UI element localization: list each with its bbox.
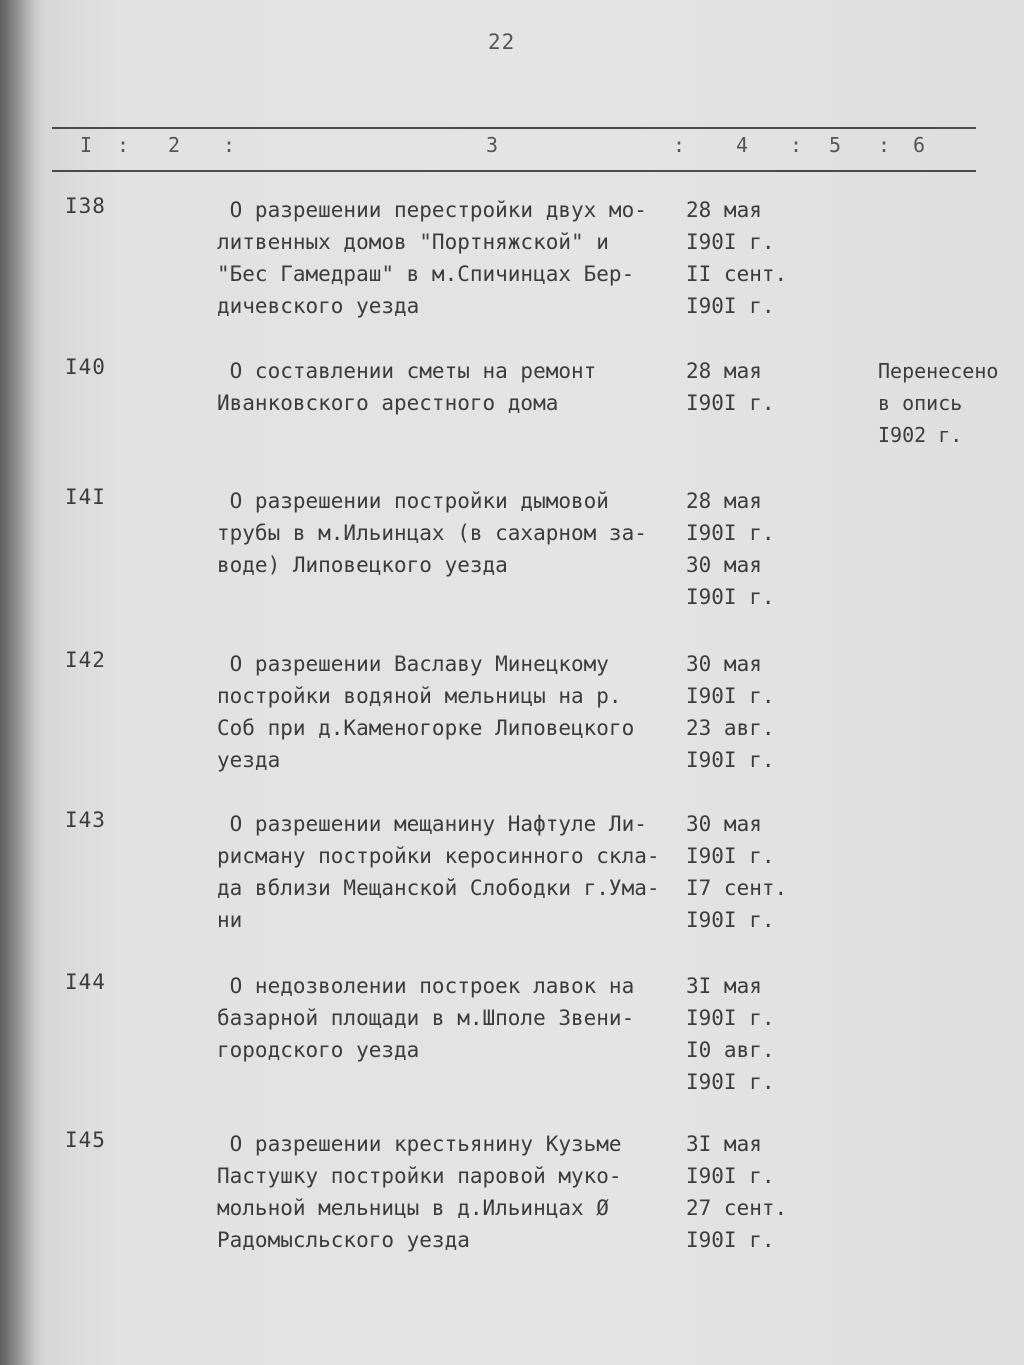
record-dates xyxy=(686,808,796,936)
title-line: О разрешении постройки дымовой xyxy=(217,489,609,513)
title-line: Иванковского арестного дома xyxy=(217,391,559,415)
record-dates xyxy=(686,194,796,322)
title-line: Соб при д.Каменогорке Липовецкого xyxy=(217,716,635,740)
date-line: I90I г. xyxy=(686,1006,775,1030)
title-line: воде) Липовецкого уезда xyxy=(217,553,508,577)
title-line: Радомысльского уезда xyxy=(217,1228,470,1252)
title-line: "Бес Гамедраш" в м.Спичинцах Бер- xyxy=(217,262,635,286)
title-line: городского уезда xyxy=(217,1038,420,1062)
record-title xyxy=(217,355,687,419)
date-line: I90I г. xyxy=(686,521,775,545)
record-dates xyxy=(686,648,796,776)
date-line: I90I г. xyxy=(686,748,775,772)
title-line: О составлении сметы на ремонт xyxy=(217,359,597,383)
title-line: О разрешении перестройки двух мо- xyxy=(217,198,647,222)
title-line: уезда xyxy=(217,748,281,772)
column-separator-4: : xyxy=(790,133,803,157)
title-line: литвенных домов "Портняжской" и xyxy=(217,230,609,254)
title-line: О разрешении Ваславу Минецкому xyxy=(217,652,609,676)
date-line: I0 авг. xyxy=(686,1038,775,1062)
date-line: 30 мая xyxy=(686,812,762,836)
column-header-4: 4 xyxy=(736,133,749,157)
note-line: I902 г. xyxy=(878,423,963,447)
title-line: ни xyxy=(217,908,243,932)
title-line: О разрешении крестьянину Кузьме xyxy=(217,1132,622,1156)
record-note xyxy=(878,355,1018,451)
record-title xyxy=(217,194,687,322)
column-header-3: 3 xyxy=(486,133,499,157)
date-line: I90I г. xyxy=(686,844,775,868)
column-separator-3: : xyxy=(673,133,686,157)
column-separator-2: : xyxy=(223,133,236,157)
date-line: 23 авг. xyxy=(686,716,775,740)
title-line: рисману постройки керосинного скла- xyxy=(217,844,660,868)
date-line: I90I г. xyxy=(686,1070,775,1094)
column-header-1: I xyxy=(80,133,93,157)
column-header-2: 2 xyxy=(168,133,181,157)
date-line: 3I мая xyxy=(686,974,762,998)
date-line: I90I г. xyxy=(686,1228,775,1252)
record-number: I4I xyxy=(65,485,106,509)
header-bottom-rule xyxy=(52,170,976,172)
page-number: 22 xyxy=(488,30,516,54)
date-line: I90I г. xyxy=(686,684,775,708)
record-number: I38 xyxy=(65,194,106,218)
record-number: I43 xyxy=(65,808,106,832)
date-line: I90I г. xyxy=(686,294,775,318)
binding-shadow xyxy=(0,0,36,1365)
record-title xyxy=(217,485,687,581)
record-dates xyxy=(686,970,796,1098)
date-line: 30 мая xyxy=(686,652,762,676)
date-line: 28 мая xyxy=(686,198,762,222)
title-line: дичевского уезда xyxy=(217,294,420,318)
date-line: 28 мая xyxy=(686,359,762,383)
title-line: да вблизи Мещанской Слободки г.Ума- xyxy=(217,876,660,900)
title-line: О недозволении построек лавок на xyxy=(217,974,635,998)
header-top-rule xyxy=(52,127,976,129)
record-title xyxy=(217,1128,687,1256)
date-line: II сент. xyxy=(686,262,788,286)
column-separator-5: : xyxy=(878,133,891,157)
record-dates xyxy=(686,355,796,419)
date-line: I90I г. xyxy=(686,1164,775,1188)
date-line: I90I г. xyxy=(686,391,775,415)
title-line: О разрешении мещанину Нафтуле Ли- xyxy=(217,812,647,836)
record-dates xyxy=(686,1128,796,1256)
title-line: мольной мельницы в д.Ильинцах Ø xyxy=(217,1196,609,1220)
column-header-6: 6 xyxy=(913,133,926,157)
date-line: 27 сент. xyxy=(686,1196,788,1220)
column-header-5: 5 xyxy=(829,133,842,157)
note-line: Перенесено xyxy=(878,359,999,383)
title-line: постройки водяной мельницы на р. xyxy=(217,684,622,708)
title-line: базарной площади в м.Шполе Звени- xyxy=(217,1006,635,1030)
title-line: Пастушку постройки паровой муко- xyxy=(217,1164,622,1188)
date-line: 30 мая xyxy=(686,553,762,577)
date-line: 3I мая xyxy=(686,1132,762,1156)
record-number: I45 xyxy=(65,1128,106,1152)
date-line: 28 мая xyxy=(686,489,762,513)
note-line: в опись xyxy=(878,391,963,415)
record-number: I44 xyxy=(65,970,106,994)
record-number: I40 xyxy=(65,355,106,379)
date-line: I90I г. xyxy=(686,585,775,609)
record-title xyxy=(217,808,687,936)
date-line: I90I г. xyxy=(686,908,775,932)
record-title xyxy=(217,970,687,1066)
record-title xyxy=(217,648,687,776)
date-line: I7 сент. xyxy=(686,876,788,900)
record-number: I42 xyxy=(65,648,106,672)
record-dates xyxy=(686,485,796,613)
title-line: трубы в м.Ильинцах (в сахарном за- xyxy=(217,521,647,545)
date-line: I90I г. xyxy=(686,230,775,254)
column-separator-1: : xyxy=(117,133,130,157)
